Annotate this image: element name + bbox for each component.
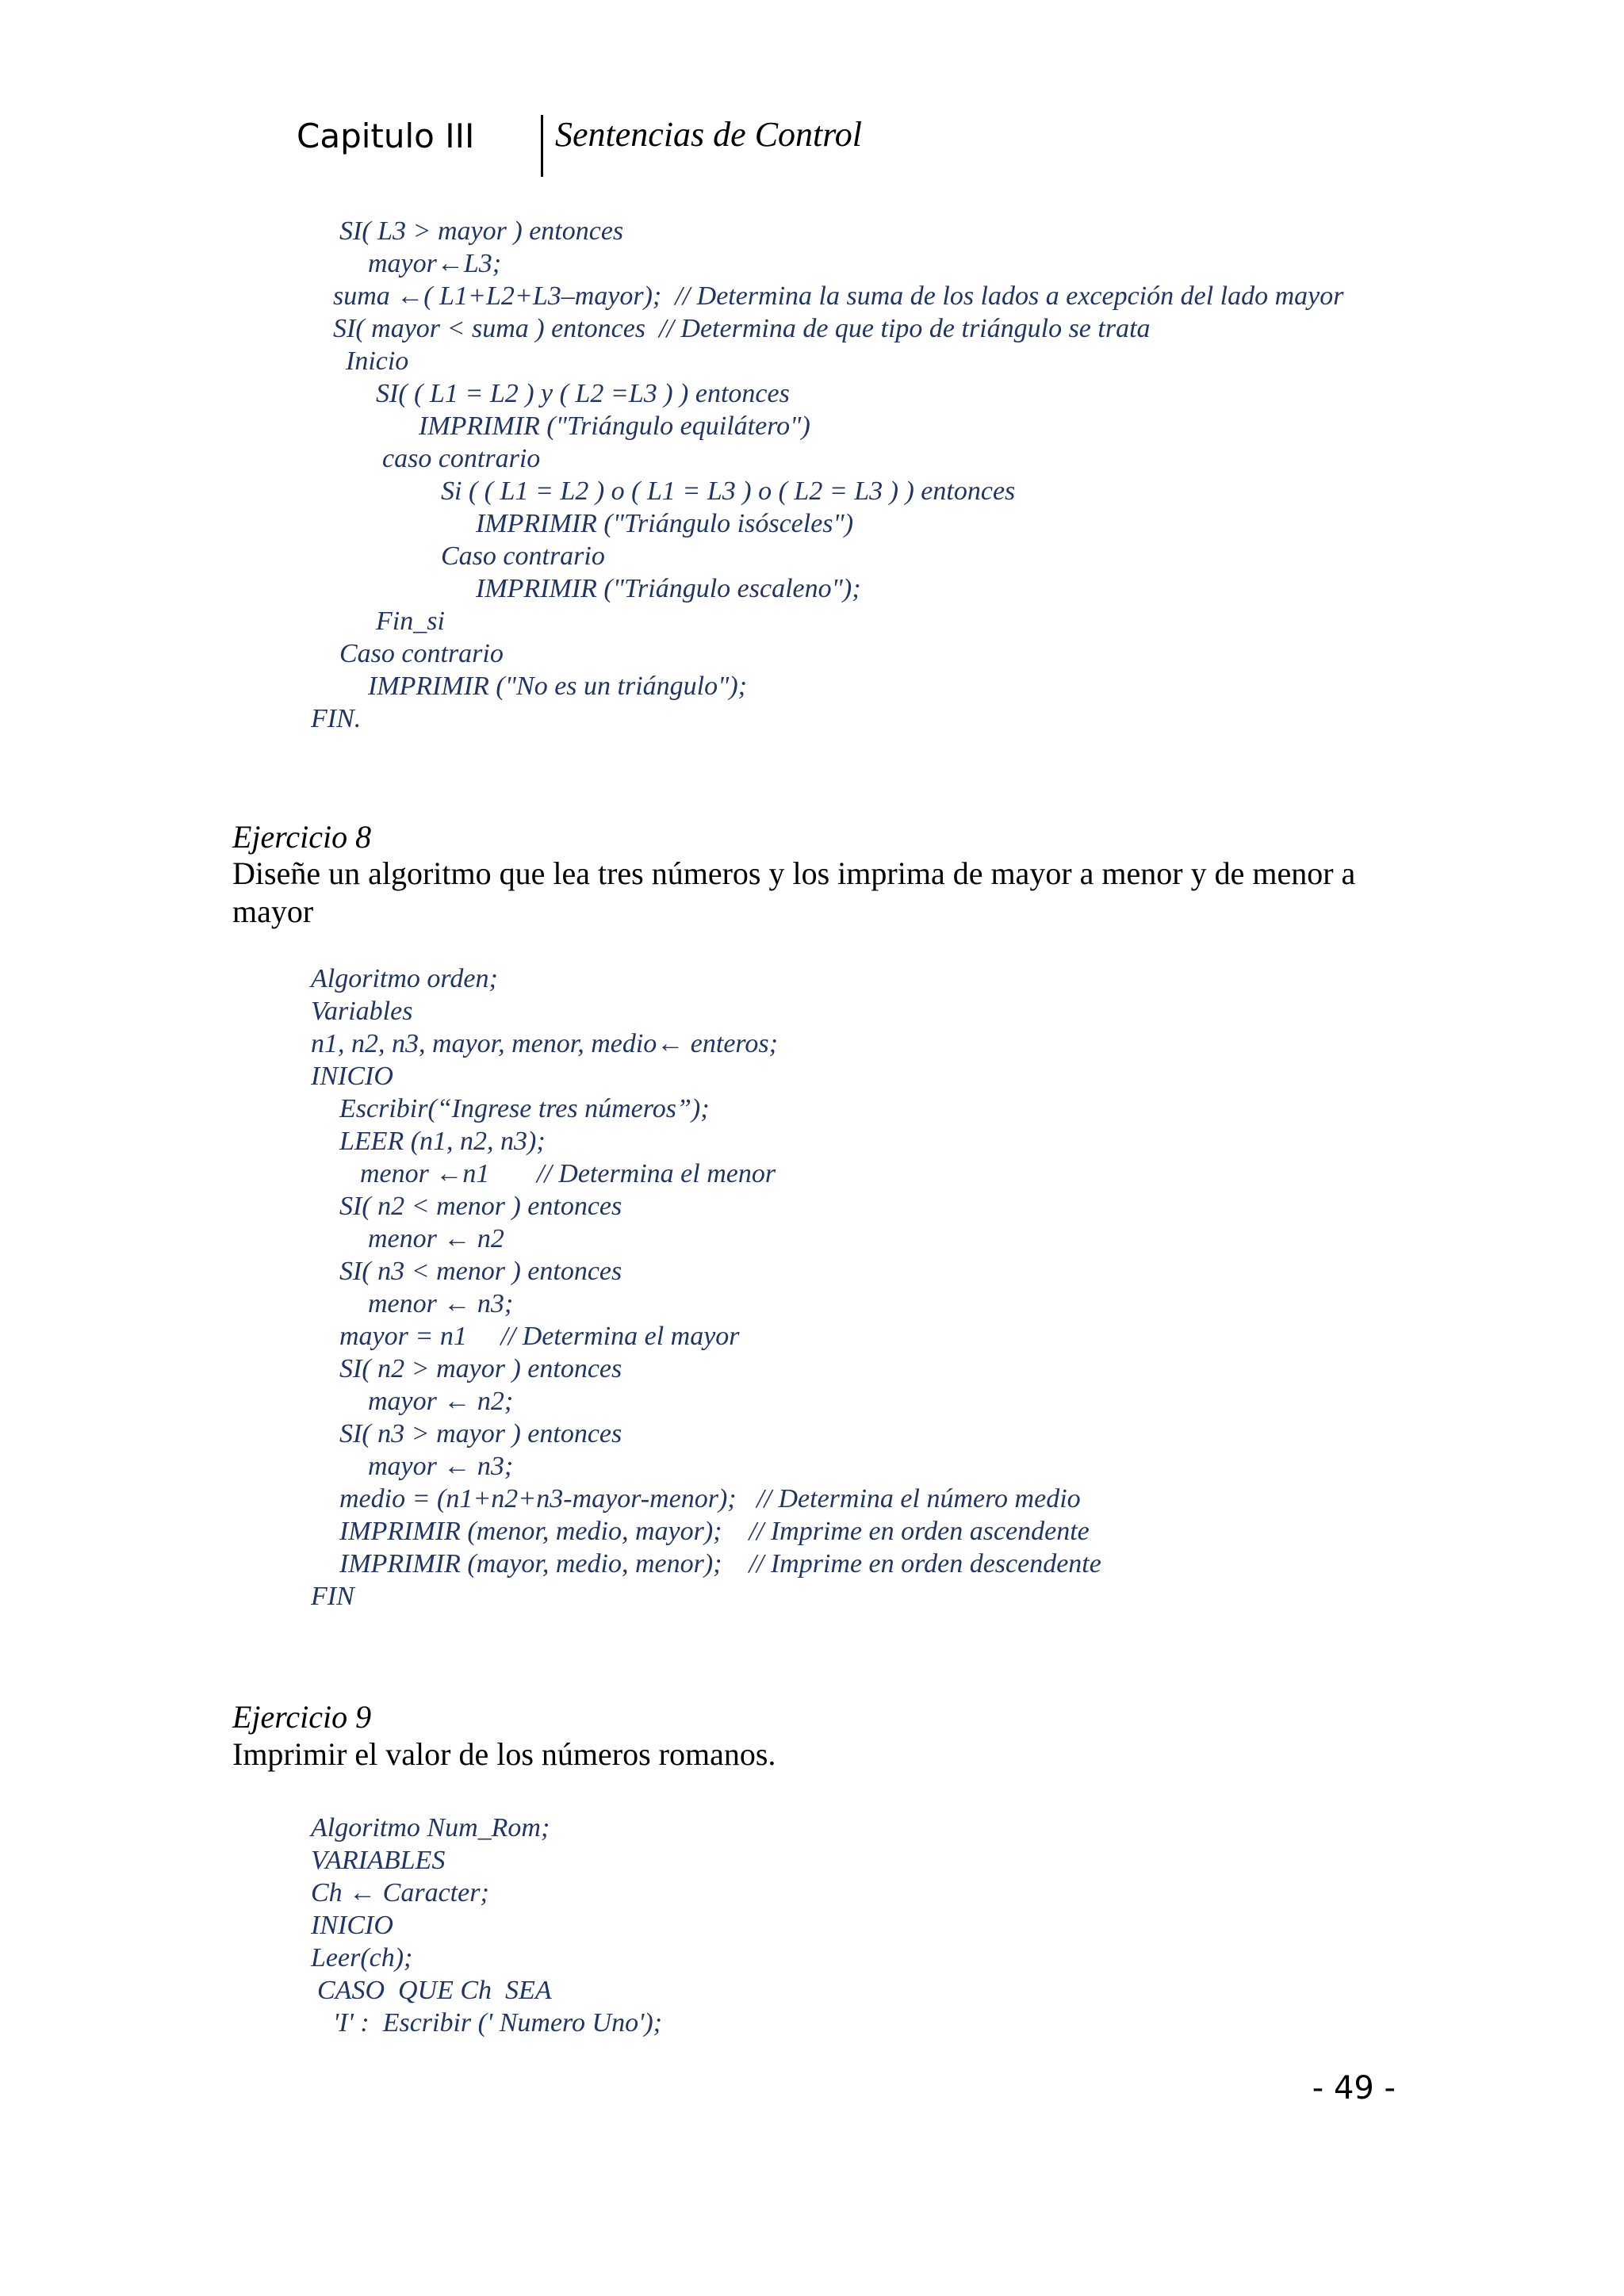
code-line: mayor←L3; xyxy=(368,249,502,278)
code-line: menor ← n2 xyxy=(368,1224,504,1253)
code-line: Variables xyxy=(311,997,413,1026)
code-line: Algoritmo Num_Rom; xyxy=(311,1813,550,1843)
code-line: LEER (n1, n2, n3); xyxy=(339,1127,546,1156)
page-number: - 49 - xyxy=(1312,2070,1396,2107)
code-line: SI( n3 < menor ) entonces xyxy=(339,1257,622,1286)
code-line: Escribir(“Ingrese tres números”); xyxy=(339,1094,710,1123)
code-line: CASO QUE Ch SEA xyxy=(317,1976,552,2005)
code-line: IMPRIMIR (menor, medio, mayor); // Imprime en orden ascendente xyxy=(339,1517,1090,1546)
code-line: menor ←n1 // Determina el menor xyxy=(360,1159,776,1188)
code-line: FIN xyxy=(311,1582,354,1611)
code-line: 'I' : Escribir (' Numero Uno'); xyxy=(333,2008,662,2038)
chapter-label: Capitulo III xyxy=(297,117,475,155)
code-line: mayor = n1 // Determina el mayor xyxy=(339,1322,740,1351)
exercise-8-statement: Diseñe un algoritmo que lea tres números y los imprima de mayor a menor y de menor a mayor xyxy=(232,855,1356,929)
code-line: IMPRIMIR ("Triángulo escaleno"); xyxy=(476,574,861,603)
code-line: menor ← n3; xyxy=(368,1289,514,1318)
code-line: FIN. xyxy=(311,704,362,733)
code-line: Inicio xyxy=(346,346,409,376)
exercise-9-statement: Imprimir el valor de los números romanos. xyxy=(232,1736,776,1772)
code-line: SI( n3 > mayor ) entonces xyxy=(339,1419,622,1448)
exercise-8-title: Ejercicio 8 xyxy=(232,819,372,855)
section-title: Sentencias de Control xyxy=(555,115,862,154)
code-line: caso contrario xyxy=(382,444,541,473)
code-line: medio = (n1+n2+n3-mayor-menor); // Determina el número medio xyxy=(339,1484,1081,1513)
code-line: IMPRIMIR ("No es un triángulo"); xyxy=(368,672,748,701)
code-line: SI( mayor < suma ) entonces // Determina de que tipo de triángulo se trata xyxy=(333,314,1151,343)
page-header xyxy=(0,0,1624,190)
code-line: n1, n2, n3, mayor, menor, medio← enteros; xyxy=(311,1029,778,1058)
code-line: IMPRIMIR ("Triángulo isósceles") xyxy=(476,509,854,538)
code-line: SI( n2 < menor ) entonces xyxy=(339,1192,622,1221)
code-line: suma ←( L1+L2+L3–mayor); // Determina la suma de los lados a excepción del lado mayor xyxy=(333,281,1344,311)
code-line: Caso contrario xyxy=(339,639,504,668)
code-line: IMPRIMIR (mayor, medio, menor); // Imprime en orden descendente xyxy=(339,1549,1101,1578)
code-line: INICIO xyxy=(311,1911,393,1940)
code-line: Algoritmo orden; xyxy=(311,964,498,993)
code-line: Ch ← Caracter; xyxy=(311,1878,489,1908)
code-line: SI( L3 > mayor ) entonces xyxy=(339,216,624,246)
code-line: Leer(ch); xyxy=(311,1943,413,1973)
code-line: Fin_si xyxy=(376,607,445,636)
code-line: INICIO xyxy=(311,1062,393,1091)
code-line: VARIABLES xyxy=(311,1846,446,1875)
code-line: mayor ← n2; xyxy=(368,1387,514,1416)
header-divider xyxy=(541,115,543,177)
code-line: IMPRIMIR ("Triángulo equilátero") xyxy=(419,411,810,441)
code-line: mayor ← n3; xyxy=(368,1452,514,1481)
code-line: SI( ( L1 = L2 ) y ( L2 =L3 ) ) entonces xyxy=(376,379,790,408)
code-line: Si ( ( L1 = L2 ) o ( L1 = L3 ) o ( L2 = L3 ) ) entonces xyxy=(441,476,1016,506)
code-line: SI( n2 > mayor ) entonces xyxy=(339,1354,622,1383)
code-line: Caso contrario xyxy=(441,541,605,571)
exercise-9-title: Ejercicio 9 xyxy=(232,1699,372,1735)
